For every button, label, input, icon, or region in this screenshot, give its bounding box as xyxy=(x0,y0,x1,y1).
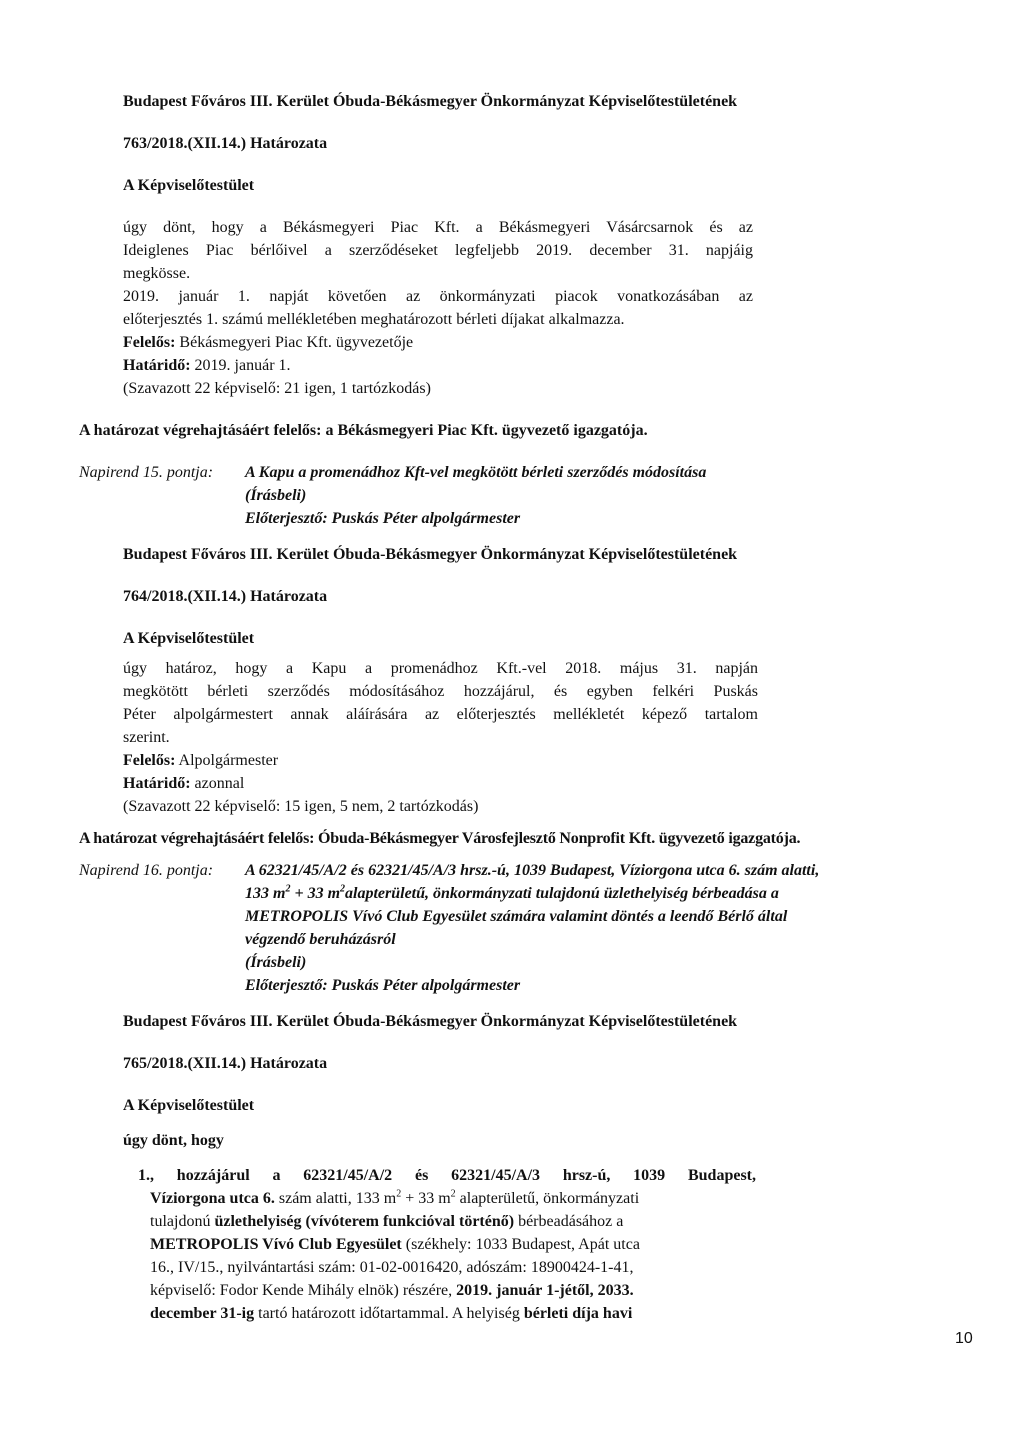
agenda-title-line: végzendő beruházásról xyxy=(245,931,396,948)
body-title: A Képviselőtestület xyxy=(123,1097,255,1114)
resolution-text-line: Péter alpolgármestert annak aláírására az előterjesztés mellékletét képező tartalom xyxy=(123,706,758,723)
responsible-label: Felelős: xyxy=(123,334,176,351)
responsible-line xyxy=(123,751,278,771)
decision-text-line: 16., IV/15., nyilvántartási szám: 01-02-0016420, adószám: 18900424-1-41, xyxy=(150,1259,634,1276)
decision-text-line: tulajdonú üzlethelyiség (vívóterem funkcióval történő) bérbeadásához a xyxy=(150,1213,624,1230)
page-number: 10 xyxy=(955,1330,973,1347)
body-title: A Képviselőtestület xyxy=(123,177,255,194)
resolution-text-line: megkösse. xyxy=(123,265,191,282)
resolution-text-line: úgy dönt, hogy a Békásmegyeri Piac Kft. a Békásmegyeri Vásárcsarnok és az xyxy=(123,219,753,236)
responsible-label: Felelős: xyxy=(123,752,176,769)
deadline-label: Határidő: xyxy=(123,357,191,374)
decision-text-line: képviselő: Fodor Kende Mihály elnök) részére, 2019. január 1-jétől, 2033. xyxy=(150,1282,634,1299)
resolution-number: 764/2018.(XII.14.) Határozata xyxy=(123,588,328,605)
decision-text-line: Víziorgona utca 6. szám alatti, 133 $m^2 + 33$ $m^2$ alapterületű, önkormányzati xyxy=(150,1188,640,1207)
resolution-text-line: szerint. xyxy=(123,729,170,746)
resolution-text-line: Ideiglenes Piac bérlőivel a szerződéseket legfeljebb 2019. december 31. napjáig xyxy=(123,242,753,259)
agenda-written-note: (Írásbeli) xyxy=(245,487,307,504)
vote-result: (Szavazott 22 képviselő: 21 igen, 1 tartózkodás) xyxy=(123,380,431,397)
deadline-value: 2019. január 1. xyxy=(190,357,291,374)
deadline-line xyxy=(123,356,291,376)
agenda-title-line: METROPOLIS Vívó Club Egyesület számára valamint döntés a leendő Bérlő által xyxy=(245,908,788,925)
deadline-line xyxy=(123,774,244,794)
resolution-number: 765/2018.(XII.14.) Határozata xyxy=(123,1055,328,1072)
responsible-value: Békásmegyeri Piac Kft. ügyvezetője xyxy=(175,334,414,351)
agenda-title-line: 133 $m^2 + 33$ $m^2alapterületű$, önkormányzati tulajdonú üzlethelyiség bérbeadása a xyxy=(245,883,779,902)
agenda-title-line: A 62321/45/A/2 és 62321/45/A/3 hrsz.-ú, 1039 Budapest, Víziorgona utca 6. szám alatti, xyxy=(245,862,820,879)
resolution-text-line: előterjesztés 1. számú mellékletében meghatározott bérleti díjakat alkalmazza. xyxy=(123,311,625,328)
resolution-number: 763/2018.(XII.14.) Határozata xyxy=(123,135,328,152)
responsible-line xyxy=(123,333,413,353)
council-header: Budapest Főváros III. Kerület Óbuda-Békásmegyer Önkormányzat Képviselőtestületének xyxy=(123,546,738,563)
decision-text-line: december 31-ig tartó határozott időtartammal. A helyiség bérleti díja havi xyxy=(150,1305,633,1322)
decision-text-line: METROPOLIS Vívó Club Egyesület (székhely: 1033 Budapest, Apát utca xyxy=(150,1236,640,1253)
execution-note: A határozat végrehajtásáért felelős: a Békásmegyeri Piac Kft. ügyvezető igazgatója. xyxy=(79,422,648,439)
agenda-label: Napirend 15. pontja: xyxy=(79,464,214,481)
council-header: Budapest Főváros III. Kerület Óbuda-Békásmegyer Önkormányzat Képviselőtestületének xyxy=(123,1013,738,1030)
execution-note: A határozat végrehajtásáért felelős: Óbuda-Békásmegyer Városfejlesztő Nonprofit Kft. ügyvezető igazgatója. xyxy=(79,830,801,847)
resolution-text-line: úgy határoz, hogy a Kapu a promenádhoz Kft.-vel 2018. május 31. napján xyxy=(123,660,758,677)
responsible-value: Alpolgármester xyxy=(175,752,279,769)
agenda-title: A Kapu a promenádhoz Kft-vel megkötött bérleti szerződés módosítása xyxy=(245,464,707,481)
resolution-text-line: megkötött bérleti szerződés módosításához hozzájárul, és egyben felkéri Puskás xyxy=(123,683,758,700)
vote-result: (Szavazott 22 képviselő: 15 igen, 5 nem, 2 tartózkodás) xyxy=(123,798,479,815)
resolution-text-line: 2019. január 1. napját követően az önkormányzati piacok vonatkozásában az xyxy=(123,288,753,305)
agenda-presenter: Előterjesztő: Puskás Péter alpolgármester xyxy=(245,977,521,994)
agenda-label: Napirend 16. pontja: xyxy=(79,862,214,879)
council-header: Budapest Főváros III. Kerület Óbuda-Békásmegyer Önkormányzat Képviselőtestületének xyxy=(123,93,738,110)
decision-intro: úgy dönt, hogy xyxy=(123,1132,224,1149)
decision-text-line: 1., hozzájárul a 62321/45/A/2 és 62321/45/A/3 hrsz-ú, 1039 Budapest, xyxy=(138,1167,756,1184)
deadline-label: Határidő: xyxy=(123,775,191,792)
deadline-value: azonnal xyxy=(190,775,245,792)
agenda-written-note: (Írásbeli) xyxy=(245,954,307,971)
body-title: A Képviselőtestület xyxy=(123,630,255,647)
agenda-presenter: Előterjesztő: Puskás Péter alpolgármester xyxy=(245,510,521,527)
